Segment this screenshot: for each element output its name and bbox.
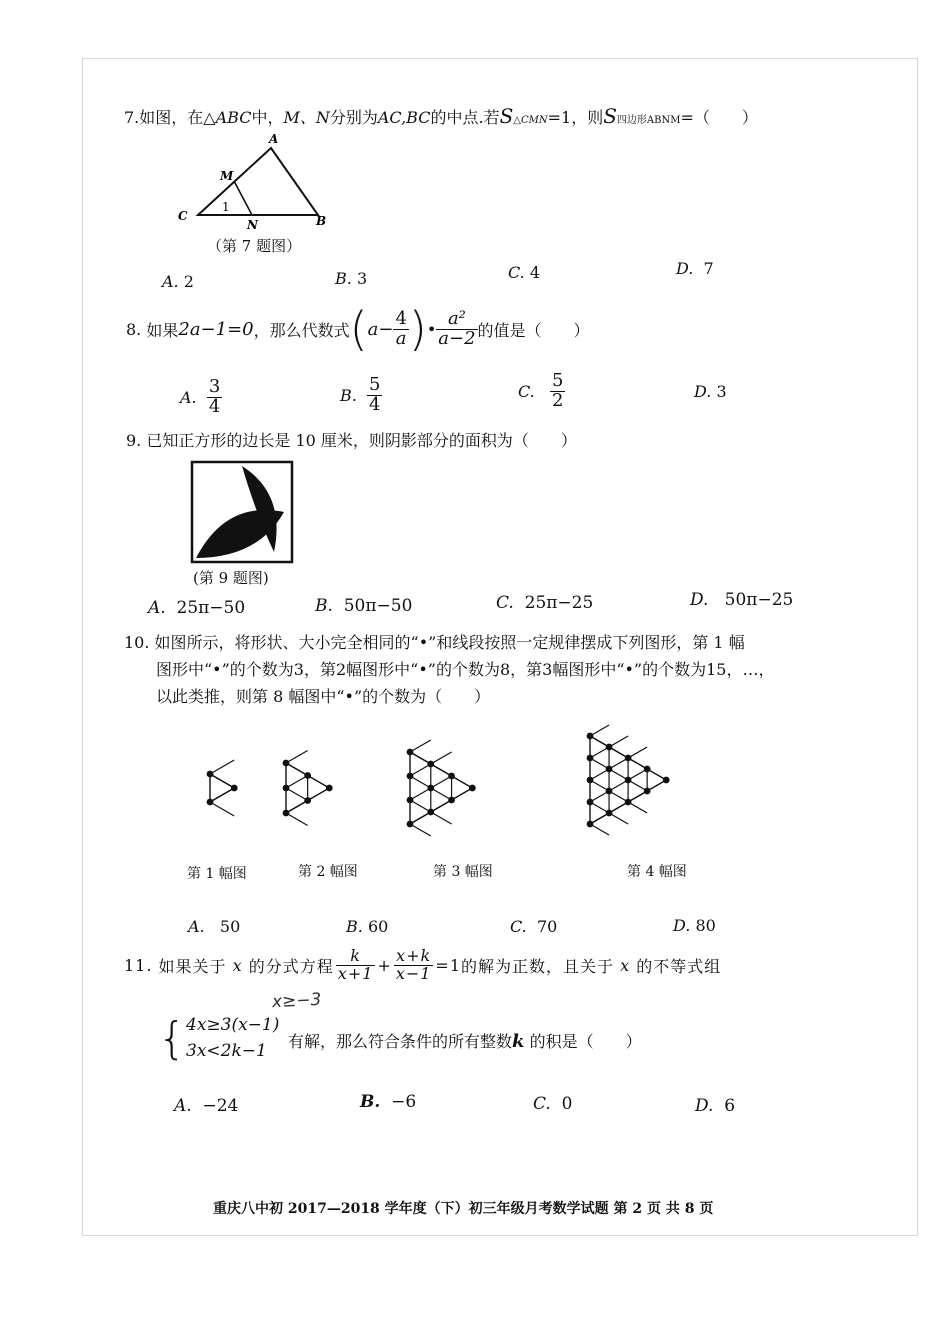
q10-fig3-dot (469, 785, 476, 792)
q7-stem (124, 104, 758, 128)
q10-fig4-dot (606, 788, 613, 795)
q10-fig3-dot (448, 797, 455, 804)
q7-option-d: D. 7 (676, 259, 714, 278)
q11-stem-2: 有解，那么符合条件的所有整数k 的积是（ ） (288, 1031, 642, 1052)
q10-line-3: 以此类推，则第 8 幅图中“•”的个数为（ ） (156, 687, 491, 706)
q8-option-b: B. $\frac{5}{4}$ (340, 374, 381, 415)
q11-option-b: B. −6 (360, 1092, 417, 1112)
q10-fig1-uline (210, 788, 234, 802)
q7-option-b: B. 3 (335, 269, 368, 288)
q10-fig3-dot (407, 797, 414, 804)
q8-fraction-1: $\frac{4}{a}$ (395, 307, 407, 349)
q9-option-c: C. 25π−25 (496, 593, 594, 613)
q10-fig2-dot (304, 772, 311, 779)
q10-fig3-outline (410, 752, 472, 824)
q10-fig4-dot (625, 799, 632, 806)
q11-handwritten-note: x≥−3 (271, 989, 322, 1013)
q10-fig2-dot (304, 797, 311, 804)
q8-number: 8. (126, 319, 142, 339)
q10-fig3-dline (410, 752, 431, 764)
q7-number: 7. (124, 108, 140, 127)
q10-fig3-dot (407, 749, 414, 756)
q10-fig3-uline (410, 788, 431, 800)
q10-fig4-dot (625, 777, 632, 784)
q10-fig1-outline (210, 774, 234, 802)
q10-fig2-dline (286, 763, 308, 776)
q10-fig2-uline (286, 751, 308, 764)
q7-option-c: C. 4 (508, 263, 541, 282)
q7-label-b: B (316, 214, 327, 228)
q10-fig1-dot (207, 771, 214, 778)
q7-text-b: 中， (251, 108, 284, 127)
q10-caption-2: 第 2 幅图 (298, 864, 358, 880)
q10-caption-3: 第 3 幅图 (433, 864, 493, 880)
q10-fig2-dot (283, 785, 290, 792)
q7-s-label-2: S (603, 104, 617, 128)
q7-s-value: =1 (547, 108, 572, 127)
q7-answer-blank: =（ ） (680, 108, 758, 127)
q10-fig3-uline (431, 800, 452, 812)
q11-number: 11. (124, 955, 153, 975)
q9-caption: (第 9 题图) (193, 569, 269, 587)
q7-s-sub-cmn: △CMN (513, 115, 548, 126)
q11-option-a: A. −24 (174, 1096, 239, 1116)
q7-caption: （第 7 题图） (207, 237, 302, 255)
q8-dot: • (426, 319, 437, 339)
q10-fig4-dot (587, 821, 594, 828)
q8-option-d: D. 3 (694, 382, 727, 401)
q10-option-b: B. 60 (346, 917, 389, 936)
q10-number: 10. (124, 633, 150, 652)
q7-label-area-1: 1 (222, 200, 230, 214)
q11-inequality-2: 3x<2k−1 (186, 1040, 267, 1061)
q8-condition: 2a−1=0 (178, 318, 254, 340)
q8-expr-a: a− (367, 318, 394, 340)
q7-option-a: A. 2 (162, 272, 194, 291)
q10-fig3-dot (427, 761, 434, 768)
q10-caption-4: 第 4 幅图 (627, 864, 687, 880)
q10-option-c: C. 70 (510, 917, 558, 936)
q7-text-e: ，则 (571, 108, 604, 127)
q7-label-n: N (247, 218, 258, 230)
q10-fig3-dot (427, 785, 434, 792)
q10-line-2: 图形中“•”的个数为3，第2幅图形中“•”的个数为8，第3幅图形中“•”的个数为15，…， (156, 660, 775, 679)
q8-stem (126, 302, 590, 356)
page-footer: 重庆八中初 2017—2018 学年度（下）初三年级月考数学试题 第 2 页 共 8 页 (213, 1201, 714, 1217)
q7-text-d: 的中点.若 (430, 108, 500, 127)
q10-fig2-dot (283, 760, 290, 767)
q10-caption-1: 第 1 幅图 (187, 866, 247, 882)
q10-fig3-uline (431, 752, 452, 764)
q10-fig4-dot (644, 788, 651, 795)
q10-fig4-dot (625, 755, 632, 762)
q9-text: 已知正方形的边长是 10 厘米，则阴影部分的面积为（ ） (146, 431, 577, 450)
q9-option-b: B. 50π−50 (315, 596, 413, 616)
q10-fig1-dline (210, 774, 234, 788)
q8-text-b: ，那么代数式 (253, 320, 350, 340)
q10-fig4-dot (606, 810, 613, 817)
q10-fig4-dot (587, 755, 594, 762)
q9-option-d: D. 50π−25 (690, 590, 794, 610)
q9-square-figure (190, 460, 294, 564)
q10-fig4-dot (587, 799, 594, 806)
q8-text-a: 如果 (146, 320, 179, 340)
q9-option-a: A. 25π−50 (148, 598, 246, 618)
q11-option-d: D. 6 (695, 1096, 736, 1116)
q11-stem: 11. 如果关于 x 的分式方程 $\frac{k}{x+1}$ + $\frac{x+k}{x-1}$ =1 的解为正数，且关于 x 的不等式组 (124, 946, 722, 983)
q7-label-c: C (178, 209, 188, 223)
q11-inequality-1: 4x≥3(x−1) (186, 1015, 280, 1035)
q7-segments: AC,BC (377, 108, 431, 127)
q7-points-mn: M、N (283, 108, 330, 127)
q10-fig4-dot (663, 777, 670, 784)
q10-fig2-dot (283, 810, 290, 817)
q7-s-label: S (499, 104, 514, 128)
q11-fraction-1: $\frac{k}{x+1}$ (337, 946, 374, 983)
q9-number: 9. (126, 431, 142, 450)
q10-fig1-dline (210, 802, 234, 816)
q10-fig3-uline (431, 776, 452, 788)
q10-fig4-dot (606, 744, 613, 751)
q10-fig3-dot (427, 809, 434, 816)
q10-fig3-uline (410, 812, 431, 824)
q11-option-c: C. 0 (533, 1094, 573, 1114)
q11-fraction-2: $\frac{x+k}{x-1}$ (395, 946, 432, 983)
q10-fig1-uline (210, 760, 234, 774)
q10-pattern-figures (190, 710, 790, 850)
q10-fig2-dline (286, 788, 308, 801)
q10-fig3-uline (410, 740, 431, 752)
q10-fig2-uline (286, 776, 308, 789)
q10-fig3-dline (431, 788, 452, 800)
q10-fig1-dot (231, 785, 238, 792)
q10-fig2-dline (286, 813, 308, 826)
q7-text-a: 如图，在 (139, 108, 204, 127)
q10-fig3-dline (410, 776, 431, 788)
q8-fraction-2: $\frac{\text{a²}}{a-2}$ (438, 307, 476, 349)
q8-left-paren: ( (349, 302, 368, 356)
q10-fig4-dot (587, 733, 594, 740)
q10-fig3-dot (448, 773, 455, 780)
q10-fig3-dot (407, 821, 414, 828)
q9-stem (126, 428, 577, 451)
q7-triangle-figure (170, 130, 340, 230)
q7-label-m: M (220, 169, 234, 183)
q8-option-c: C. $\frac{5}{2}$ (518, 370, 564, 411)
q10-fig2-uline (286, 801, 308, 814)
q10-fig3-dline (410, 800, 431, 812)
q10-fig3-dline (410, 824, 431, 836)
q10-option-a: A. 50 (188, 917, 241, 936)
q10-fig3-dline (431, 764, 452, 776)
q8-option-a: A. $\frac{3}{4}$ (180, 376, 221, 417)
q10-line-1: 10. 如图所示，将形状、大小完全相同的“•”和线段按照一定规律摆成下列图形，第 1 幅 (124, 633, 745, 652)
q10-fig3-uline (410, 764, 431, 776)
q10-fig2-dot (326, 785, 333, 792)
q10-fig3-dline (431, 812, 452, 824)
q11-inequality-system (158, 1013, 279, 1064)
q10-fig3-dot (407, 773, 414, 780)
q10-option-d: D. 80 (673, 916, 716, 935)
q8-text-c: 的值是（ ） (477, 320, 590, 340)
q7-text-c: 分别为 (329, 108, 378, 127)
q7-s-sub-abnm: 四边形ABNM (616, 115, 681, 126)
q7-label-a: A (269, 132, 279, 146)
q10-fig1-dot (207, 799, 214, 806)
q7-triangle-abc: △ABC (203, 108, 252, 127)
q10-fig4-dot (644, 766, 651, 773)
q10-fig4-dot (606, 766, 613, 773)
q11-brace: { (158, 1012, 186, 1064)
q8-right-paren: ) (408, 302, 427, 356)
q10-fig4-dot (587, 777, 594, 784)
